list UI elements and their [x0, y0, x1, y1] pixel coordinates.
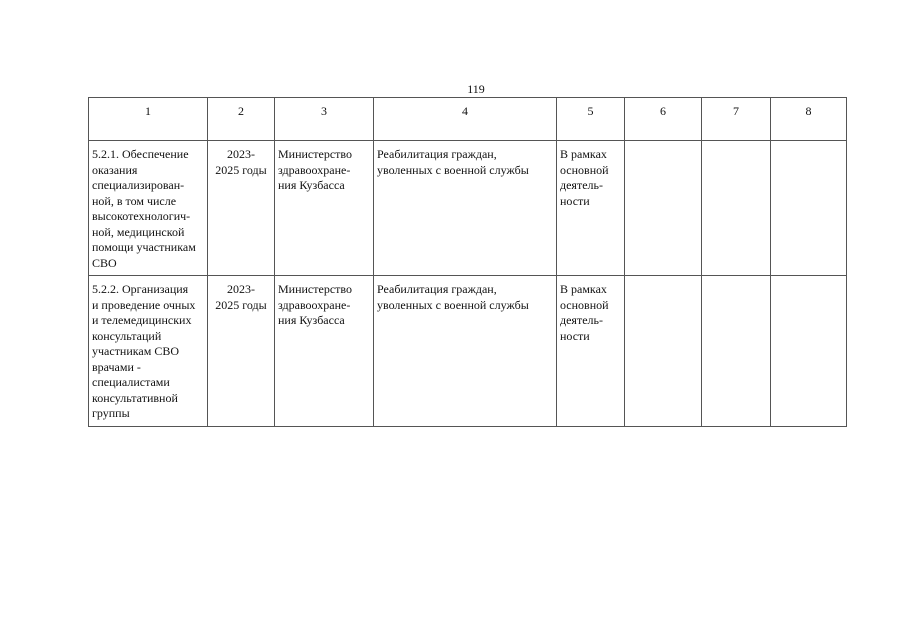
- column-header-4: 4: [374, 98, 557, 141]
- column-7-cell: [702, 276, 771, 427]
- executor-cell: Министерство здравоохране- ния Кузбасса: [275, 276, 374, 427]
- direction-cell: Реабилитация граждан, уволенных с военной службы: [374, 141, 557, 276]
- page-number: 119: [467, 82, 485, 96]
- direction-cell: Реабилитация граждан, уволенных с военной службы: [374, 276, 557, 427]
- funding-cell: В рамках основной деятель- ности: [557, 276, 625, 427]
- column-header-7: 7: [702, 98, 771, 141]
- column-header-6: 6: [625, 98, 702, 141]
- column-header-3: 3: [275, 98, 374, 141]
- column-7-cell: [702, 141, 771, 276]
- table-header-row: [89, 98, 847, 141]
- column-header-1: 1: [89, 98, 208, 141]
- period-cell: 2023- 2025 годы: [208, 141, 275, 276]
- column-6-cell: [625, 276, 702, 427]
- period-cell: 2023- 2025 годы: [208, 276, 275, 427]
- column-6-cell: [625, 141, 702, 276]
- activities-table: [88, 97, 847, 427]
- column-8-cell: [771, 276, 847, 427]
- column-header-5: 5: [557, 98, 625, 141]
- column-8-cell: [771, 141, 847, 276]
- table-row: [89, 141, 847, 276]
- column-header-8: 8: [771, 98, 847, 141]
- executor-cell: Министерство здравоохране- ния Кузбасса: [275, 141, 374, 276]
- funding-cell: В рамках основной деятель- ности: [557, 141, 625, 276]
- activity-name-cell: 5.2.1. Обеспечение оказания специализирован- ной, в том числе высокотехнологич- ной, медицинской помощи участникам СВО: [89, 141, 208, 276]
- table-row: [89, 276, 847, 427]
- column-header-2: 2: [208, 98, 275, 141]
- activity-name-cell: 5.2.2. Организация и проведение очных и телемедицинских консультаций участникам СВО врачами - специалистами консультативной группы: [89, 276, 208, 427]
